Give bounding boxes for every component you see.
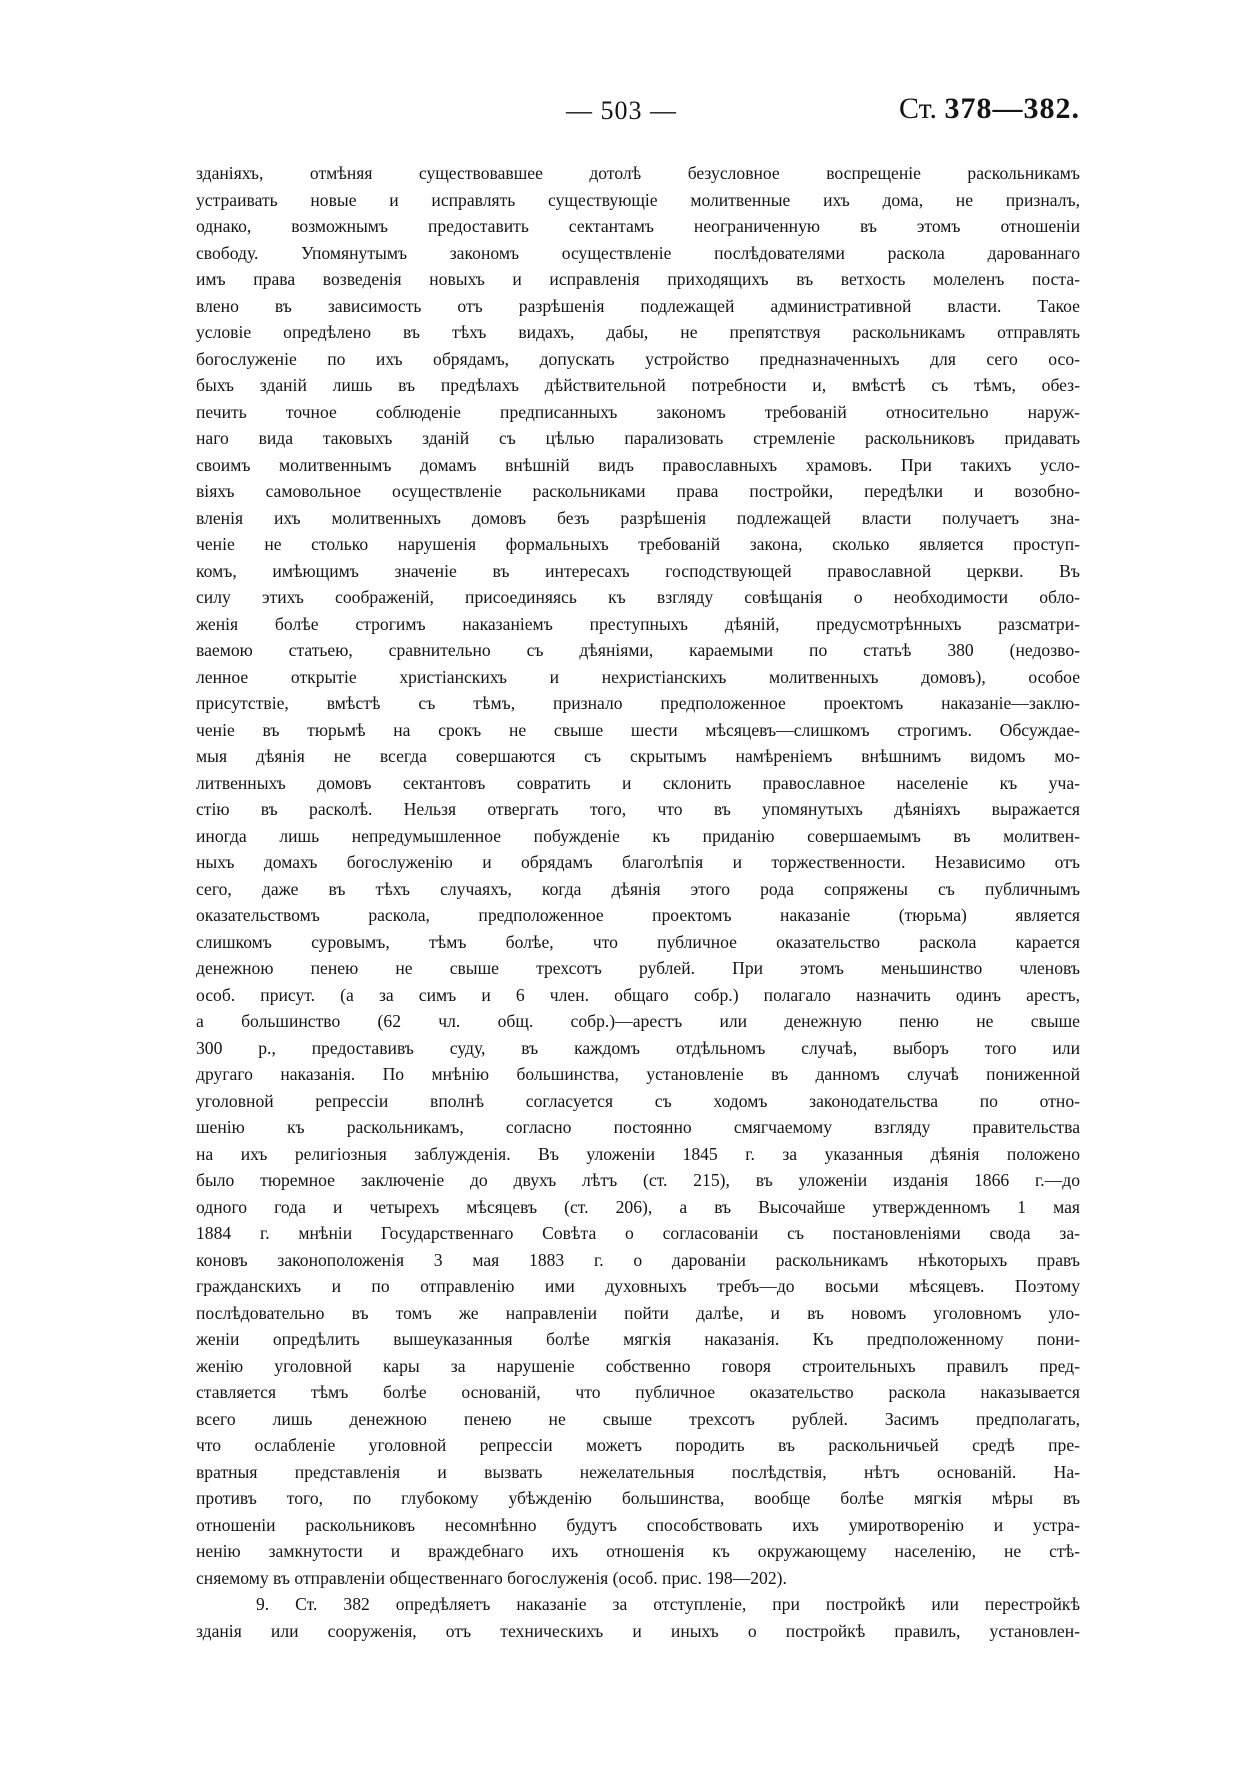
- text-line: женіи опредѣлить вышеуказанныя болѣе мягкія наказанія. Къ предположенному пони-: [196, 1329, 1080, 1349]
- text-line: на ихъ религіозныя заблужденія. Въ уложеніи 1845 г. за указанныя дѣянія положено: [196, 1143, 1080, 1164]
- text-line: влено въ зависимость отъ разрѣшенія подлежащей административной власти. Такое: [196, 295, 1080, 316]
- text-line: имъ права возведенія новыхъ и исправленія приходящихъ въ ветхость молеленъ поста-: [196, 269, 1080, 289]
- text-line: вленія ихъ молитвенныхъ домовъ безъ разрѣшенія подлежащей власти получаетъ зна-: [196, 507, 1080, 528]
- text-line: однако, возможнымъ предоставить сектантамъ неограниченную въ этомъ отношеніи: [196, 216, 1080, 236]
- text-line: ваемою статьею, сравнительно съ дѣяніями, караемыми по статьѣ 380 (недозво-: [196, 640, 1080, 660]
- text-line: а большинство (62 чл. общ. собр.)—арестъ или денежную пеню не свыше: [196, 1011, 1080, 1031]
- text-line: денежною пенею не свыше трехсотъ рублей. При этомъ меньшинство членовъ: [196, 958, 1080, 978]
- text-line: гражданскихъ и по отправленію ими духовныхъ требъ—до восьми мѣсяцевъ. Поэтому: [196, 1276, 1080, 1296]
- text-line: ненію замкнутости и враждебнаго ихъ отношенія къ окружающему населенію, не стѣ-: [196, 1541, 1080, 1561]
- text-line: условіе опредѣлено въ тѣхъ видахъ, дабы, не препятствуя раскольникамъ отправлять: [196, 322, 1080, 342]
- text-line: мыя дѣянія не всегда совершаются съ скрытымъ намѣреніемъ внѣшнимъ видомъ мо-: [196, 746, 1080, 766]
- text-line: всего лишь денежною пенею не свыше трехсотъ рублей. Засимъ предполагать,: [196, 1408, 1080, 1429]
- text-line: послѣдовательно въ томъ же направленіи пойти далѣе, и въ новомъ уголовномъ уло-: [196, 1302, 1080, 1323]
- text-line: женія болѣе строгимъ наказаніемъ преступныхъ дѣяній, предусмотрѣнныхъ разсматри-: [196, 613, 1080, 634]
- text-line: оказательствомъ раскола, предположенное проектомъ наказаніе (тюрьма) является: [196, 905, 1080, 925]
- text-line: уголовной репрессіи вполнѣ согласуется съ ходомъ законодательства по отно-: [196, 1090, 1080, 1111]
- text-line: коновъ законоположенія 3 мая 1883 г. о дарованіи раскольникамъ нѣкоторыхъ правъ: [196, 1249, 1080, 1270]
- text-line: присутствіе, вмѣстѣ съ тѣмъ, признало предположенное проектомъ наказаніе—заклю-: [196, 693, 1080, 713]
- text-line: своимъ молитвеннымъ домамъ внѣшній видъ православныхъ храмовъ. При такихъ усло-: [196, 454, 1080, 475]
- text-line: другаго наказанія. По мнѣнію большинства, установленіе въ данномъ случаѣ пониженной: [196, 1064, 1080, 1084]
- page-header: [196, 92, 1080, 136]
- text-line: 1884 г. мнѣніи Государственнаго Совѣта о согласованіи съ постановленіями свода за-: [196, 1223, 1080, 1243]
- text-line: слишкомъ суровымъ, тѣмъ болѣе, что публичное оказательство раскола карается: [196, 931, 1080, 952]
- text-line: стію въ расколѣ. Нельзя отвергать того, что въ упомянутыхъ дѣяніяхъ выражается: [196, 799, 1080, 819]
- text-line: одного года и четырехъ мѣсяцевъ (ст. 206), а въ Высочайше утвержденномъ 1 мая: [196, 1196, 1080, 1217]
- text-line: зданіяхъ, отмѣняя существовавшее дотолѣ безусловное воспрещеніе раскольникамъ: [196, 163, 1080, 183]
- section-9-start: 9. Ст. 382 опредѣляетъ наказаніе за отступленіе, при постройкѣ или перестройкѣ: [256, 1594, 1080, 1614]
- text-line: ченіе не столько нарушенія формальныхъ требованій закона, сколько является проступ-: [196, 534, 1080, 554]
- text-line: ченіе въ тюрьмѣ на срокъ не свыше шести мѣсяцевъ—слишкомъ строгимъ. Обсуждае-: [196, 719, 1080, 740]
- article-range: 378—382.: [944, 92, 1080, 125]
- text-line: ныхъ домахъ богослуженію и обрядамъ благолѣпія и торжественности. Независимо отъ: [196, 852, 1080, 872]
- text-line: что ослабленіе уголовной репрессіи можетъ породить въ раскольничьей средѣ пре-: [196, 1435, 1080, 1455]
- text-line: ставляется тѣмъ болѣе основаній, что публичное оказательство раскола наказывается: [196, 1382, 1080, 1402]
- text-line: сняемому въ отправленіи общественнаго богослуженія (особ. прис. 198—202).: [196, 1567, 787, 1588]
- page-number: — 503 —: [566, 96, 677, 125]
- text-line: отношеніи раскольниковъ несомнѣнно будутъ способствовать ихъ умиротворенію и устра-: [196, 1514, 1080, 1535]
- text-line: сего, даже въ тѣхъ случаяхъ, когда дѣянія этого рода сопряжены съ публичнымъ: [196, 878, 1080, 899]
- text-line: противъ того, по глубокому убѣжденію большинства, вообще болѣе мягкія мѣры въ: [196, 1488, 1080, 1508]
- text-line: было тюремное заключеніе до двухъ лѣтъ (ст. 215), въ уложеніи изданія 1866 г.—до: [196, 1170, 1080, 1190]
- body-text: [196, 160, 1080, 1644]
- text-line: устраивать новые и исправлять существующіе молитвенные ихъ дома, не призналъ,: [196, 189, 1080, 210]
- text-line: зданія или сооруженія, отъ техническихъ и иныхъ о постройкѣ правилъ, установлен-: [196, 1620, 1080, 1641]
- text-line: иногда лишь непредумышленное побужденіе къ приданію совершаемымъ въ молитвен-: [196, 825, 1080, 846]
- text-line: віяхъ самовольное осуществленіе раскольниками права постройки, передѣлки и возобно-: [196, 481, 1080, 501]
- text-line: силу этихъ соображеній, присоединяясь къ взгляду совѣщанія о необходимости обло-: [196, 587, 1080, 607]
- text-line: свободу. Упомянутымъ закономъ осуществленіе послѣдователями раскола дарованнаго: [196, 242, 1080, 263]
- text-line: быхъ зданій лишь въ предѣлахъ дѣйствительной потребности и, вмѣстѣ съ тѣмъ, обез-: [196, 375, 1080, 395]
- text-line: наго вида таковыхъ зданій съ цѣлью парализовать стремленіе раскольниковъ придавать: [196, 428, 1080, 448]
- text-line: особ. присут. (а за симъ и 6 член. общаго собр.) полагало назначить одинъ арестъ,: [196, 984, 1080, 1005]
- text-line: комъ, имѣющимъ значеніе въ интересахъ господствующей православной церкви. Въ: [196, 560, 1080, 581]
- text-line: шенію къ раскольникамъ, согласно постоянно смягчаемому взгляду правительства: [196, 1117, 1080, 1137]
- text-line: ленное открытіе христіанскихъ и нехристіанскихъ молитвенныхъ домовъ), особое: [196, 666, 1080, 687]
- article-reference: [899, 92, 1080, 126]
- text-line: богослуженіе по ихъ обрядамъ, допускать устройство предназначенныхъ для сего осо-: [196, 348, 1080, 369]
- text-line: литвенныхъ домовъ сектантовъ совратить и склонить православное населеніе къ уча-: [196, 772, 1080, 793]
- text-line: женію уголовной кары за нарушеніе собственно говоря строительныхъ правилъ пред-: [196, 1355, 1080, 1376]
- text-line: печить точное соблюденіе предписанныхъ закономъ требованій относительно наруж-: [196, 401, 1080, 422]
- text-line: вратныя представленія и вызвать нежелательныя послѣдствія, нѣтъ основаній. На-: [196, 1461, 1080, 1482]
- text-line: 300 р., предоставивъ суду, въ каждомъ отдѣльномъ случаѣ, выборъ того или: [196, 1037, 1080, 1058]
- article-prefix: Ст.: [899, 92, 937, 125]
